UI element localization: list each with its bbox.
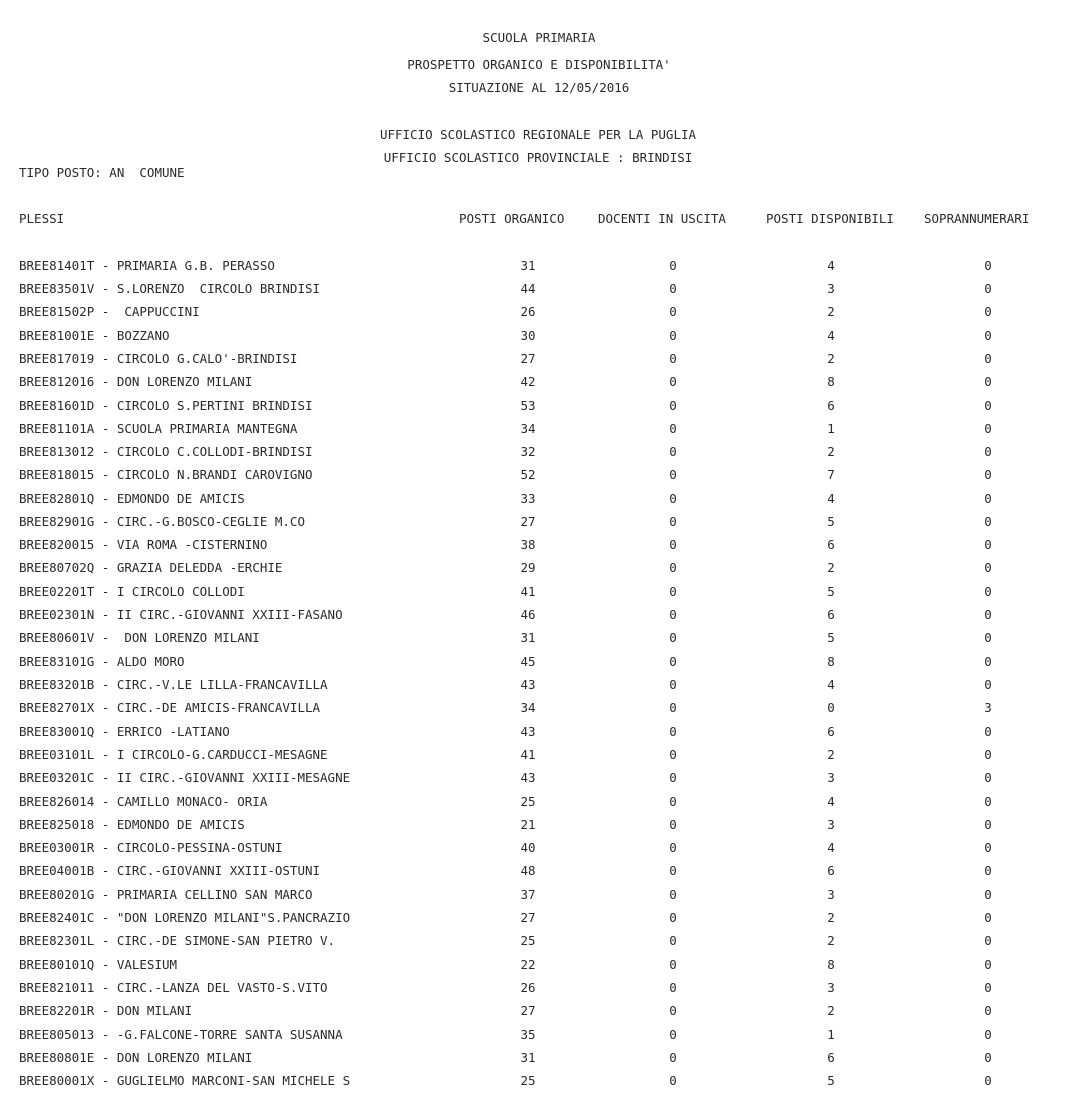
table-row [0, 607, 1066, 627]
table-row [0, 1050, 1066, 1070]
docenti-in-uscita-cell: 0 [669, 584, 677, 599]
docenti-in-uscita-cell: 0 [669, 1003, 677, 1018]
docenti-in-uscita-cell: 0 [669, 467, 677, 482]
posti-organico-cell: 29 [520, 560, 536, 575]
docenti-in-uscita-cell: 0 [669, 630, 677, 645]
tipo-posto-label: TIPO POSTO: AN COMUNE [19, 165, 185, 180]
plesso-cell: BREE02301N - II CIRC.-GIOVANNI XXIII-FASANO [19, 607, 343, 622]
docenti-in-uscita-cell: 0 [669, 1050, 677, 1065]
posti-organico-cell: 40 [520, 840, 536, 855]
table-row [0, 724, 1066, 744]
table-row [0, 794, 1066, 814]
table-row [0, 863, 1066, 883]
table-row [0, 304, 1066, 324]
posti-disponibili-cell: 8 [827, 654, 835, 669]
posti-disponibili-cell: 2 [827, 304, 835, 319]
table-row [0, 933, 1066, 953]
posti-organico-cell: 42 [520, 374, 536, 389]
plesso-cell: BREE82801Q - EDMONDO DE AMICIS [19, 491, 245, 506]
table-row [0, 630, 1066, 650]
docenti-in-uscita-cell: 0 [669, 654, 677, 669]
docenti-in-uscita-cell: 0 [669, 794, 677, 809]
soprannumerari-cell: 0 [984, 910, 992, 925]
plesso-cell: BREE820015 - VIA ROMA -CISTERNINO [19, 537, 268, 552]
soprannumerari-cell: 0 [984, 817, 992, 832]
plesso-cell: BREE80801E - DON LORENZO MILANI [19, 1050, 253, 1065]
docenti-in-uscita-cell: 0 [669, 980, 677, 995]
posti-organico-cell: 33 [520, 491, 536, 506]
docenti-in-uscita-cell: 0 [669, 560, 677, 575]
column-header-plessi: PLESSI [19, 211, 65, 226]
table-row [0, 980, 1066, 1000]
table-row [0, 1073, 1066, 1093]
posti-disponibili-cell: 5 [827, 584, 835, 599]
table-row [0, 537, 1066, 557]
soprannumerari-cell: 0 [984, 654, 992, 669]
soprannumerari-cell: 0 [984, 887, 992, 902]
docenti-in-uscita-cell: 0 [669, 817, 677, 832]
posti-organico-cell: 38 [520, 537, 536, 552]
posti-disponibili-cell: 6 [827, 607, 835, 622]
plesso-cell: BREE818015 - CIRCOLO N.BRANDI CAROVIGNO [19, 467, 313, 482]
posti-disponibili-cell: 8 [827, 374, 835, 389]
docenti-in-uscita-cell: 0 [669, 398, 677, 413]
soprannumerari-cell: 0 [984, 491, 992, 506]
soprannumerari-cell: 0 [984, 374, 992, 389]
soprannumerari-cell: 0 [984, 630, 992, 645]
posti-organico-cell: 26 [520, 980, 536, 995]
soprannumerari-cell: 0 [984, 1073, 992, 1088]
table-row [0, 910, 1066, 930]
posti-organico-cell: 27 [520, 514, 536, 529]
plesso-cell: BREE04001B - CIRC.-GIOVANNI XXIII-OSTUNI [19, 863, 321, 878]
plesso-cell: BREE80702Q - GRAZIA DELEDDA -ERCHIE [19, 560, 283, 575]
docenti-in-uscita-cell: 0 [669, 444, 677, 459]
plesso-cell: BREE805013 - -G.FALCONE-TORRE SANTA SUSANNA [19, 1027, 343, 1042]
table-row [0, 747, 1066, 767]
posti-disponibili-cell: 3 [827, 980, 835, 995]
soprannumerari-cell: 0 [984, 770, 992, 785]
posti-organico-cell: 43 [520, 770, 536, 785]
docenti-in-uscita-cell: 0 [669, 351, 677, 366]
plesso-cell: BREE03001R - CIRCOLO-PESSINA-OSTUNI [19, 840, 283, 855]
table-row [0, 654, 1066, 674]
table-row [0, 374, 1066, 394]
soprannumerari-cell: 0 [984, 957, 992, 972]
docenti-in-uscita-cell: 0 [669, 514, 677, 529]
posti-disponibili-cell: 3 [827, 887, 835, 902]
soprannumerari-cell: 0 [984, 514, 992, 529]
posti-organico-cell: 25 [520, 794, 536, 809]
soprannumerari-cell: 0 [984, 398, 992, 413]
table-row [0, 258, 1066, 278]
plesso-cell: BREE82401C - "DON LORENZO MILANI"S.PANCRAZIO [19, 910, 351, 925]
docenti-in-uscita-cell: 0 [669, 840, 677, 855]
table-row [0, 421, 1066, 441]
posti-disponibili-cell: 2 [827, 933, 835, 948]
table-row [0, 840, 1066, 860]
posti-disponibili-cell: 6 [827, 1050, 835, 1065]
docenti-in-uscita-cell: 0 [669, 770, 677, 785]
table-row [0, 328, 1066, 348]
posti-disponibili-cell: 3 [827, 817, 835, 832]
docenti-in-uscita-cell: 0 [669, 957, 677, 972]
posti-organico-cell: 31 [520, 258, 536, 273]
header-situation-date: SITUAZIONE AL 12/05/2016 [448, 80, 630, 95]
soprannumerari-cell: 0 [984, 560, 992, 575]
table-row [0, 1003, 1066, 1023]
plesso-cell: BREE83501V - S.LORENZO CIRCOLO BRINDISI [19, 281, 321, 296]
posti-disponibili-cell: 6 [827, 537, 835, 552]
posti-disponibili-cell: 3 [827, 770, 835, 785]
posti-disponibili-cell: 2 [827, 560, 835, 575]
posti-disponibili-cell: 6 [827, 398, 835, 413]
soprannumerari-cell: 0 [984, 794, 992, 809]
soprannumerari-cell: 0 [984, 537, 992, 552]
plesso-cell: BREE826014 - CAMILLO MONACO- ORIA [19, 794, 268, 809]
header-regional-office: UFFICIO SCOLASTICO REGIONALE PER LA PUGLIA [379, 127, 697, 142]
soprannumerari-cell: 0 [984, 677, 992, 692]
plesso-cell: BREE03201C - II CIRC.-GIOVANNI XXIII-MESAGNE [19, 770, 351, 785]
soprannumerari-cell: 0 [984, 1027, 992, 1042]
plesso-cell: BREE82201R - DON MILANI [19, 1003, 193, 1018]
posti-organico-cell: 43 [520, 724, 536, 739]
posti-disponibili-cell: 7 [827, 467, 835, 482]
posti-organico-cell: 32 [520, 444, 536, 459]
table-row [0, 491, 1066, 511]
posti-organico-cell: 45 [520, 654, 536, 669]
table-row [0, 281, 1066, 301]
posti-organico-cell: 41 [520, 747, 536, 762]
posti-disponibili-cell: 2 [827, 910, 835, 925]
soprannumerari-cell: 0 [984, 747, 992, 762]
posti-disponibili-cell: 6 [827, 863, 835, 878]
plesso-cell: BREE81601D - CIRCOLO S.PERTINI BRINDISI [19, 398, 313, 413]
docenti-in-uscita-cell: 0 [669, 910, 677, 925]
posti-disponibili-cell: 6 [827, 724, 835, 739]
soprannumerari-cell: 0 [984, 328, 992, 343]
header-provincial-office: UFFICIO SCOLASTICO PROVINCIALE : BRINDISI [383, 150, 693, 165]
docenti-in-uscita-cell: 0 [669, 887, 677, 902]
soprannumerari-cell: 0 [984, 1050, 992, 1065]
posti-disponibili-cell: 5 [827, 630, 835, 645]
soprannumerari-cell: 0 [984, 281, 992, 296]
soprannumerari-cell: 0 [984, 1003, 992, 1018]
plesso-cell: BREE81401T - PRIMARIA G.B. PERASSO [19, 258, 275, 273]
plesso-cell: BREE813012 - CIRCOLO C.COLLODI-BRINDISI [19, 444, 313, 459]
soprannumerari-cell: 0 [984, 724, 992, 739]
table-row [0, 584, 1066, 604]
header-report-title: PROSPETTO ORGANICO E DISPONIBILITA' [407, 57, 671, 72]
soprannumerari-cell: 3 [984, 700, 992, 715]
plesso-cell: BREE81001E - BOZZANO [19, 328, 170, 343]
docenti-in-uscita-cell: 0 [669, 677, 677, 692]
plesso-cell: BREE83201B - CIRC.-V.LE LILLA-FRANCAVILLA [19, 677, 328, 692]
plesso-cell: BREE812016 - DON LORENZO MILANI [19, 374, 253, 389]
posti-organico-cell: 22 [520, 957, 536, 972]
plesso-cell: BREE817019 - CIRCOLO G.CALO'-BRINDISI [19, 351, 298, 366]
table-row [0, 444, 1066, 464]
posti-disponibili-cell: 1 [827, 1027, 835, 1042]
soprannumerari-cell: 0 [984, 933, 992, 948]
docenti-in-uscita-cell: 0 [669, 258, 677, 273]
plesso-cell: BREE825018 - EDMONDO DE AMICIS [19, 817, 245, 832]
plesso-cell: BREE81101A - SCUOLA PRIMARIA MANTEGNA [19, 421, 298, 436]
posti-disponibili-cell: 3 [827, 281, 835, 296]
plesso-cell: BREE03101L - I CIRCOLO-G.CARDUCCI-MESAGNE [19, 747, 328, 762]
soprannumerari-cell: 0 [984, 607, 992, 622]
posti-disponibili-cell: 2 [827, 351, 835, 366]
table-row [0, 1027, 1066, 1047]
plesso-cell: BREE80101Q - VALESIUM [19, 957, 178, 972]
posti-organico-cell: 30 [520, 328, 536, 343]
plesso-cell: BREE80001X - GUGLIELMO MARCONI-SAN MICHELE S [19, 1073, 351, 1088]
table-row [0, 957, 1066, 977]
posti-organico-cell: 34 [520, 700, 536, 715]
posti-organico-cell: 31 [520, 1050, 536, 1065]
header-school-type: SCUOLA PRIMARIA [482, 30, 596, 45]
docenti-in-uscita-cell: 0 [669, 863, 677, 878]
column-header-posti-organico: POSTI ORGANICO [459, 211, 565, 226]
posti-organico-cell: 41 [520, 584, 536, 599]
posti-disponibili-cell: 4 [827, 491, 835, 506]
posti-disponibili-cell: 4 [827, 258, 835, 273]
posti-disponibili-cell: 0 [827, 700, 835, 715]
plesso-cell: BREE82901G - CIRC.-G.BOSCO-CEGLIE M.CO [19, 514, 305, 529]
table-row [0, 398, 1066, 418]
posti-organico-cell: 46 [520, 607, 536, 622]
docenti-in-uscita-cell: 0 [669, 374, 677, 389]
column-header-docenti-in-uscita: DOCENTI IN USCITA [598, 211, 726, 226]
posti-organico-cell: 27 [520, 1003, 536, 1018]
docenti-in-uscita-cell: 0 [669, 933, 677, 948]
posti-organico-cell: 53 [520, 398, 536, 413]
docenti-in-uscita-cell: 0 [669, 304, 677, 319]
posti-disponibili-cell: 2 [827, 747, 835, 762]
column-header-posti-disponibili: POSTI DISPONIBILI [766, 211, 894, 226]
soprannumerari-cell: 0 [984, 304, 992, 319]
plesso-cell: BREE82701X - CIRC.-DE AMICIS-FRANCAVILLA [19, 700, 321, 715]
soprannumerari-cell: 0 [984, 980, 992, 995]
soprannumerari-cell: 0 [984, 444, 992, 459]
soprannumerari-cell: 0 [984, 258, 992, 273]
docenti-in-uscita-cell: 0 [669, 724, 677, 739]
docenti-in-uscita-cell: 0 [669, 491, 677, 506]
docenti-in-uscita-cell: 0 [669, 328, 677, 343]
table-row [0, 887, 1066, 907]
table-row [0, 351, 1066, 371]
posti-organico-cell: 34 [520, 421, 536, 436]
posti-disponibili-cell: 4 [827, 794, 835, 809]
plesso-cell: BREE83101G - ALDO MORO [19, 654, 185, 669]
posti-organico-cell: 52 [520, 467, 536, 482]
soprannumerari-cell: 0 [984, 584, 992, 599]
posti-organico-cell: 26 [520, 304, 536, 319]
table-row [0, 467, 1066, 487]
docenti-in-uscita-cell: 0 [669, 747, 677, 762]
posti-organico-cell: 35 [520, 1027, 536, 1042]
posti-disponibili-cell: 2 [827, 1003, 835, 1018]
posti-disponibili-cell: 4 [827, 328, 835, 343]
docenti-in-uscita-cell: 0 [669, 607, 677, 622]
soprannumerari-cell: 0 [984, 863, 992, 878]
posti-disponibili-cell: 4 [827, 677, 835, 692]
posti-organico-cell: 44 [520, 281, 536, 296]
soprannumerari-cell: 0 [984, 467, 992, 482]
table-row [0, 770, 1066, 790]
soprannumerari-cell: 0 [984, 840, 992, 855]
plesso-cell: BREE80601V - DON LORENZO MILANI [19, 630, 260, 645]
docenti-in-uscita-cell: 0 [669, 1073, 677, 1088]
posti-organico-cell: 37 [520, 887, 536, 902]
posti-organico-cell: 48 [520, 863, 536, 878]
plesso-cell: BREE821011 - CIRC.-LANZA DEL VASTO-S.VITO [19, 980, 328, 995]
plesso-cell: BREE81502P - CAPPUCCINI [19, 304, 200, 319]
soprannumerari-cell: 0 [984, 351, 992, 366]
plesso-cell: BREE80201G - PRIMARIA CELLINO SAN MARCO [19, 887, 313, 902]
posti-disponibili-cell: 2 [827, 444, 835, 459]
posti-organico-cell: 43 [520, 677, 536, 692]
docenti-in-uscita-cell: 0 [669, 281, 677, 296]
posti-organico-cell: 27 [520, 910, 536, 925]
table-row [0, 514, 1066, 534]
posti-organico-cell: 31 [520, 630, 536, 645]
table-row [0, 700, 1066, 720]
posti-organico-cell: 25 [520, 933, 536, 948]
posti-disponibili-cell: 4 [827, 840, 835, 855]
posti-organico-cell: 21 [520, 817, 536, 832]
soprannumerari-cell: 0 [984, 421, 992, 436]
plesso-cell: BREE83001Q - ERRICO -LATIANO [19, 724, 230, 739]
table-row [0, 677, 1066, 697]
docenti-in-uscita-cell: 0 [669, 421, 677, 436]
posti-disponibili-cell: 5 [827, 514, 835, 529]
plesso-cell: BREE02201T - I CIRCOLO COLLODI [19, 584, 245, 599]
docenti-in-uscita-cell: 0 [669, 700, 677, 715]
posti-organico-cell: 27 [520, 351, 536, 366]
posti-disponibili-cell: 5 [827, 1073, 835, 1088]
plesso-cell: BREE82301L - CIRC.-DE SIMONE-SAN PIETRO V. [19, 933, 336, 948]
docenti-in-uscita-cell: 0 [669, 537, 677, 552]
posti-disponibili-cell: 1 [827, 421, 835, 436]
docenti-in-uscita-cell: 0 [669, 1027, 677, 1042]
posti-disponibili-cell: 8 [827, 957, 835, 972]
posti-organico-cell: 25 [520, 1073, 536, 1088]
column-header-soprannumerari: SOPRANNUMERARI [924, 211, 1030, 226]
table-row [0, 560, 1066, 580]
table-row [0, 817, 1066, 837]
